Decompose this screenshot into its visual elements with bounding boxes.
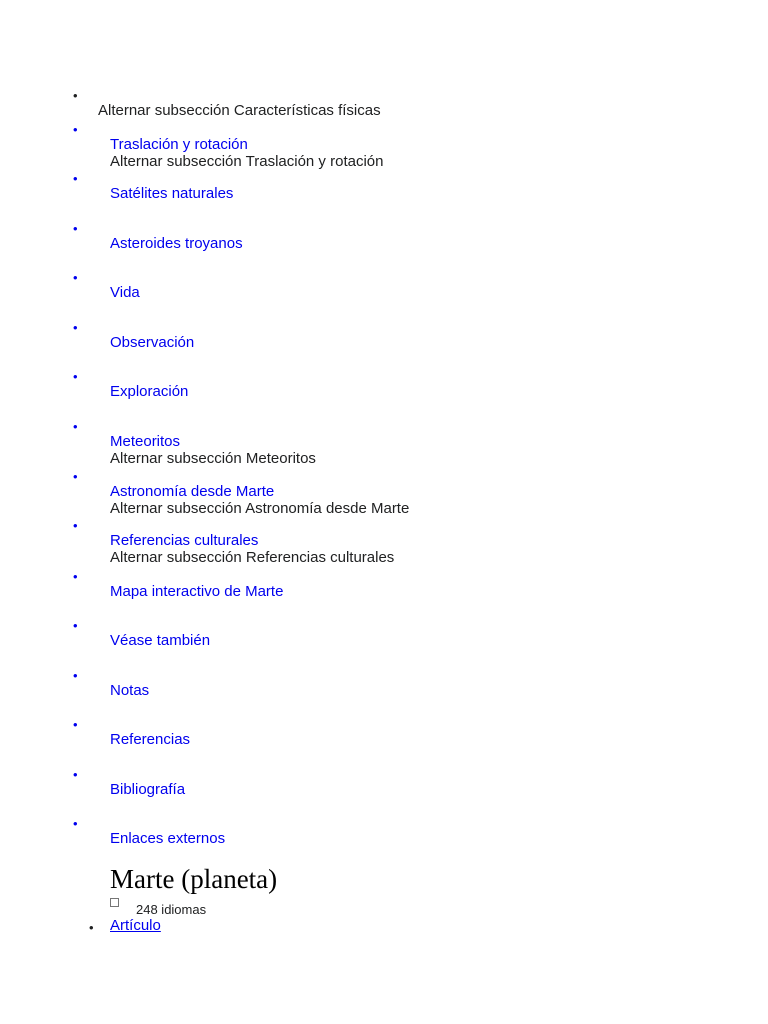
toc-bullet: • — [73, 518, 78, 533]
toc-link-exploracion[interactable]: Exploración — [110, 383, 189, 400]
toc-item-meteoritos — [110, 433, 316, 467]
toc-item-bibliografia — [110, 781, 185, 798]
toc-item-mapa-interactivo — [110, 583, 283, 600]
toggle-caracteristicas-fisicas[interactable]: Alternar subsección Características físicas — [98, 102, 381, 119]
toggle-referencias-culturales[interactable]: Alternar subsección Referencias culturales — [110, 549, 395, 566]
toc-link-vease-tambien[interactable]: Véase también — [110, 632, 211, 649]
toc-link-observacion[interactable]: Observación — [110, 334, 195, 351]
toc-link-traslacion-y-rotacion[interactable]: Traslación y rotación — [110, 136, 248, 153]
toc-bullet: • — [73, 668, 78, 683]
languages-label[interactable]: 248 idiomas — [136, 902, 207, 917]
toc-item-notas — [110, 682, 149, 699]
toc-item-traslacion-y-rotacion — [110, 136, 383, 170]
toc-link-notas[interactable]: Notas — [110, 682, 150, 699]
toc-bullet: • — [73, 469, 78, 484]
toc-item-vida — [110, 284, 140, 301]
toc-item-exploracion — [110, 383, 188, 400]
toc-bullet: • — [73, 569, 78, 584]
tab-bullet: • — [89, 920, 94, 935]
toc-bullet: • — [73, 816, 78, 831]
toc-link-vida[interactable]: Vida — [110, 284, 140, 301]
toc-link-referencias-culturales[interactable]: Referencias culturales — [110, 532, 259, 549]
toc-item-referencias — [110, 731, 190, 748]
toc-bullet: • — [73, 221, 78, 236]
language-toggle-checkbox[interactable] — [110, 898, 119, 907]
toc-item-referencias-culturales — [110, 532, 394, 566]
toc-bullet: • — [73, 171, 78, 186]
toc-bullet: • — [73, 270, 78, 285]
toc-bullet: • — [73, 320, 78, 335]
toggle-traslacion-y-rotacion[interactable]: Alternar subsección Traslación y rotación — [110, 153, 384, 170]
toc-item-observacion — [110, 334, 194, 351]
toc-bullet: • — [73, 419, 78, 434]
toc-item-astronomia-desde-marte — [110, 483, 409, 517]
toc-bullet: • — [73, 122, 78, 137]
toc-item-asteroides-troyanos — [110, 235, 243, 252]
toc-bullet: • — [73, 618, 78, 633]
toc-bullet: • — [73, 88, 78, 103]
toc-item-vease-tambien — [110, 632, 210, 649]
toc-item-satelites-naturales — [110, 185, 233, 202]
toc-bullet: • — [73, 369, 78, 384]
toc-link-astronomia-desde-marte[interactable]: Astronomía desde Marte — [110, 483, 275, 500]
toggle-meteoritos[interactable]: Alternar subsección Meteoritos — [110, 450, 316, 467]
toc-link-satelites-naturales[interactable]: Satélites naturales — [110, 185, 234, 202]
page-title: Marte (planeta) — [110, 864, 278, 894]
toggle-astronomia-desde-marte[interactable]: Alternar subsección Astronomía desde Marte — [110, 500, 410, 517]
toc-link-asteroides-troyanos[interactable]: Asteroides troyanos — [110, 235, 243, 252]
toc-link-referencias[interactable]: Referencias — [110, 731, 191, 748]
tab-articulo[interactable]: Artículo — [110, 917, 161, 934]
toc-bullet: • — [73, 767, 78, 782]
toc-link-bibliografia[interactable]: Bibliografía — [110, 781, 186, 798]
toc-link-mapa-interactivo[interactable]: Mapa interactivo de Marte — [110, 583, 284, 600]
toc-bullet: • — [73, 717, 78, 732]
toc-item-enlaces-externos — [110, 830, 225, 847]
toc-link-meteoritos[interactable]: Meteoritos — [110, 433, 181, 450]
toc-link-enlaces-externos[interactable]: Enlaces externos — [110, 830, 226, 847]
